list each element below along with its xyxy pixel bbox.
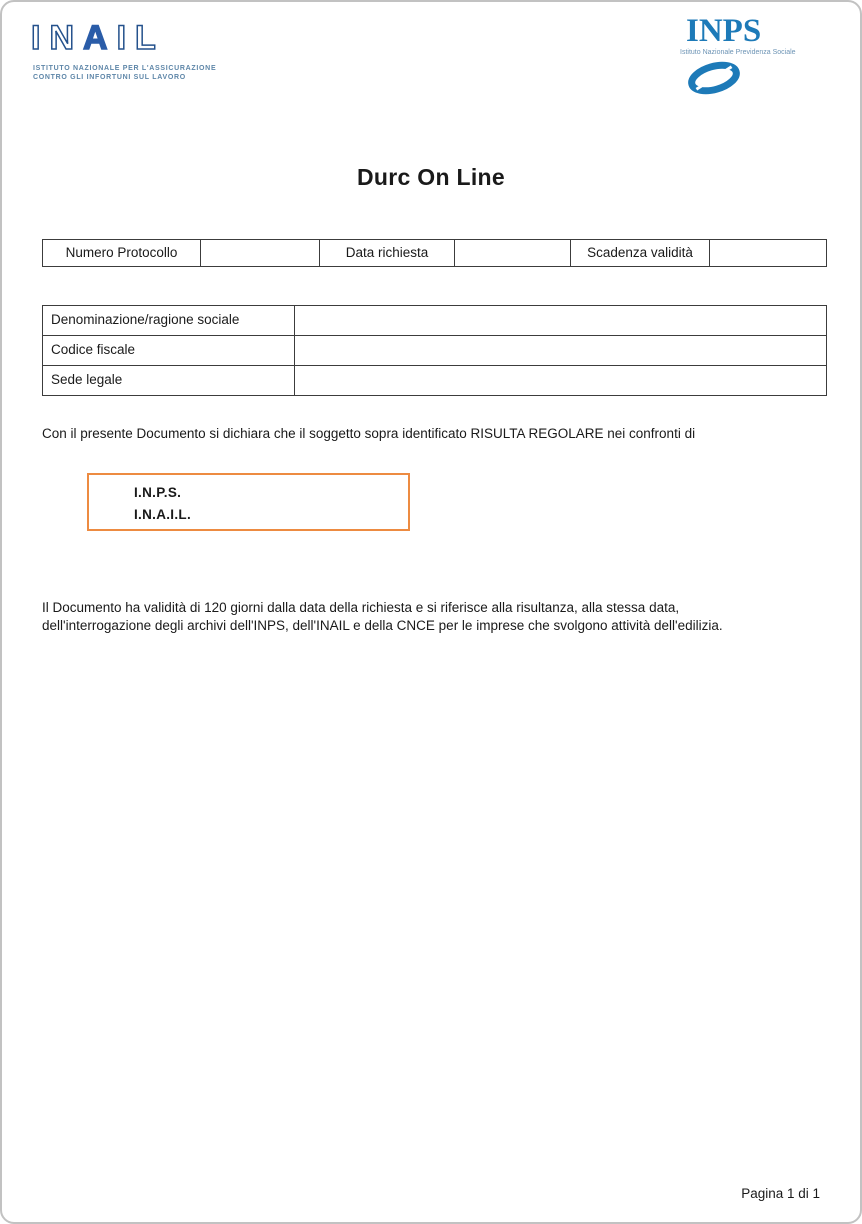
inps-logo bbox=[680, 14, 830, 102]
entity-inail: I.N.A.I.L. bbox=[134, 507, 191, 522]
protocol-value-scadenza-validita bbox=[710, 240, 826, 266]
protocol-table bbox=[42, 239, 827, 267]
subject-value-denominazione bbox=[295, 306, 826, 335]
inps-ellipse-icon bbox=[686, 59, 830, 102]
subject-value-sede-legale bbox=[295, 366, 826, 395]
protocol-value-numero-protocollo bbox=[201, 240, 320, 266]
subject-label-denominazione: Denominazione/ragione sociale bbox=[43, 306, 295, 335]
protocol-label-numero-protocollo: Numero Protocollo bbox=[43, 240, 201, 266]
subject-label-codice-fiscale: Codice fiscale bbox=[43, 336, 295, 365]
page-title: Durc On Line bbox=[356, 164, 505, 190]
inps-tagline: Istituto Nazionale Previdenza Sociale bbox=[680, 49, 796, 56]
validity-note bbox=[42, 599, 847, 634]
protocol-label-scadenza-validita: Scadenza validità bbox=[571, 240, 710, 266]
inail-tagline-line1: ISTITUTO NAZIONALE PER L'ASSICURAZIONE bbox=[33, 65, 217, 72]
page-number: Pagina 1 di 1 bbox=[741, 1186, 820, 1201]
validity-note-line2: dell'interrogazione degli archivi dell'INPS, dell'INAIL e della CNCE per le imprese che svolgono attività dell'edilizia. bbox=[42, 617, 723, 633]
svg-text:INAIL: INAIL bbox=[31, 19, 165, 57]
inail-tagline bbox=[33, 64, 260, 82]
table-row bbox=[43, 335, 826, 365]
table-row bbox=[43, 365, 826, 395]
inail-wordmark-icon bbox=[30, 18, 205, 58]
entity-inps: I.N.P.S. bbox=[134, 485, 182, 500]
subject-table bbox=[42, 305, 827, 396]
inail-logo bbox=[30, 18, 260, 82]
table-row bbox=[43, 306, 826, 335]
validity-note-line1: Il Documento ha validità di 120 giorni dalla data della richiesta e si riferisce alla risultanza, alla stessa data, bbox=[42, 600, 680, 615]
regular-entities-box bbox=[87, 473, 410, 531]
protocol-value-data-richiesta bbox=[455, 240, 571, 266]
inps-wordmark: INPS bbox=[686, 13, 762, 49]
declaration-text: Con il presente Documento si dichiara che il soggetto sopra identificato RISULTA REGOLARE nei confronti di bbox=[42, 426, 696, 441]
subject-value-codice-fiscale bbox=[295, 336, 826, 365]
inail-tagline-line2: CONTRO GLI INFORTUNI SUL LAVORO bbox=[33, 74, 186, 81]
protocol-label-data-richiesta: Data richiesta bbox=[320, 240, 455, 266]
subject-label-sede-legale: Sede legale bbox=[43, 366, 295, 395]
